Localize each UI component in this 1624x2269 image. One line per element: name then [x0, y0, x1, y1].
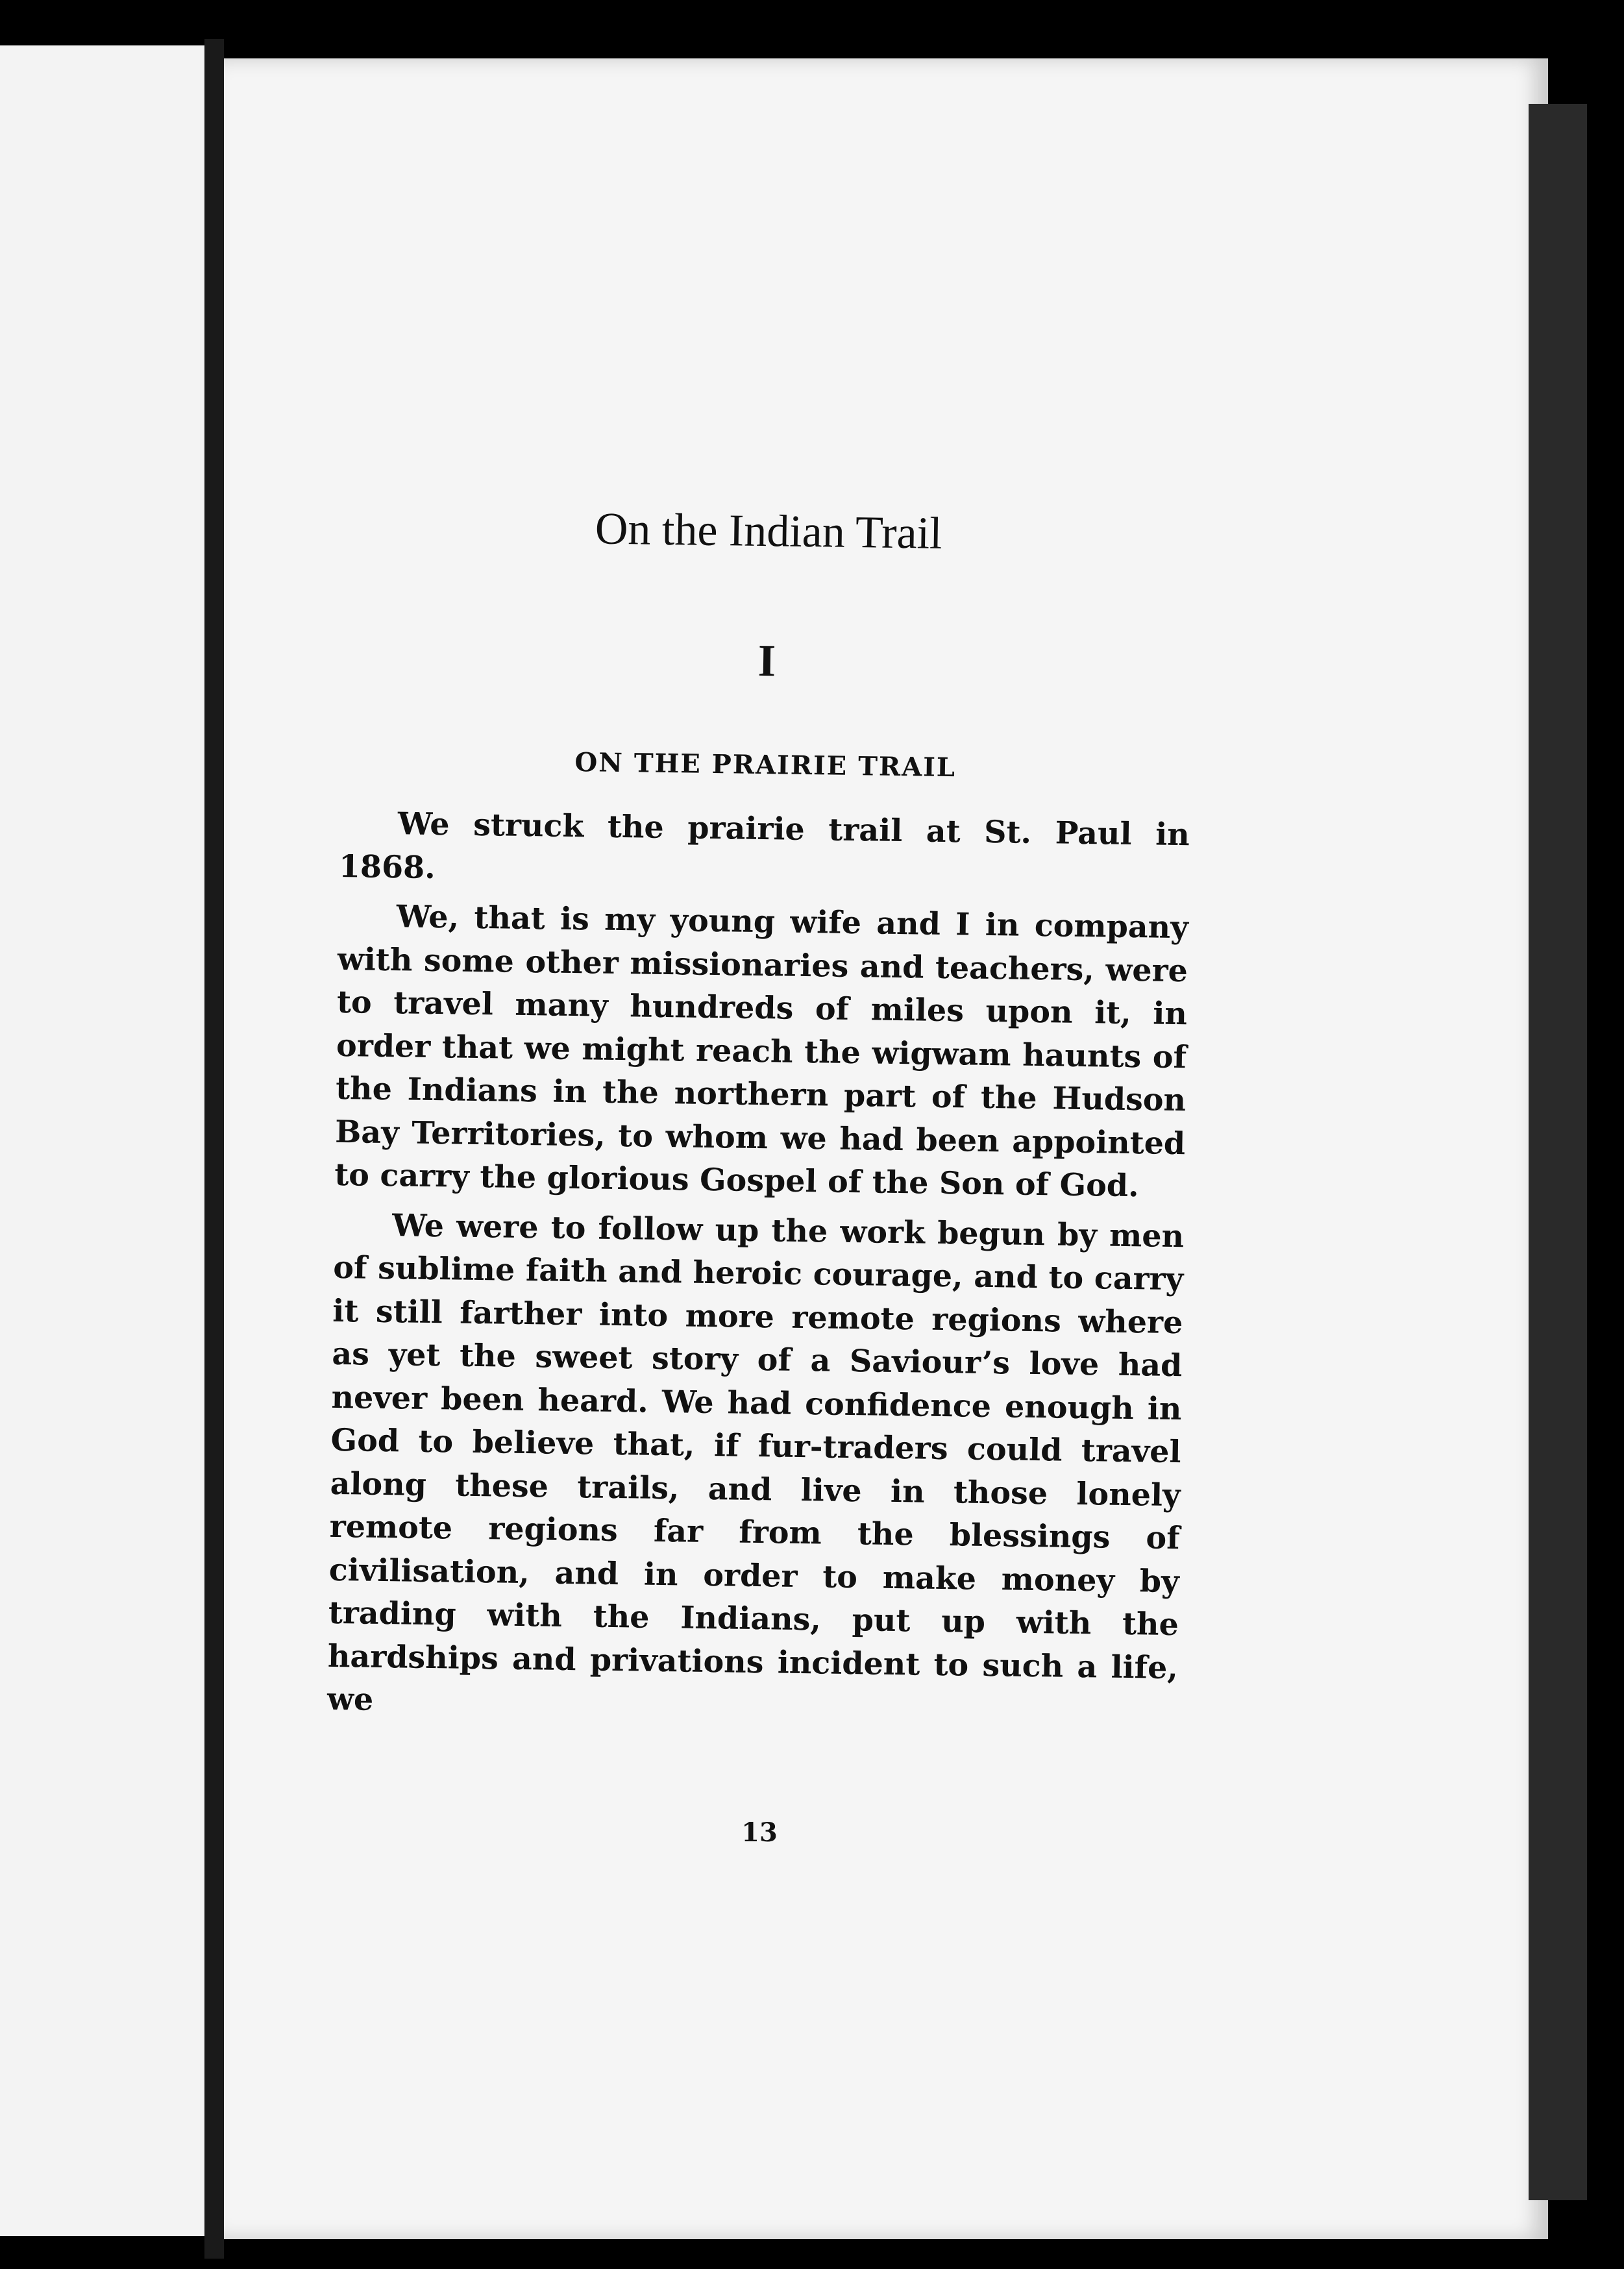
- book-title: On the Indian Trail: [595, 504, 943, 559]
- chapter-number: I: [757, 635, 776, 687]
- page-text-block: [327, 493, 1194, 1733]
- book-spine: [204, 39, 224, 2259]
- page-edge: [1529, 104, 1587, 2200]
- paragraph-2: We, that is my young wife and I in company with some other missionaries and teachers, were to travel many hundreds of miles upon it, in order that we might reach the wigwam haunts of the Indians in the northern part of the Hudson Bay Territories, to whom we had been appointed to carry the glorious Gospel of the Son of God.: [334, 898, 1189, 1205]
- chapter-title: ON THE PRAIRIE TRAIL: [574, 747, 957, 783]
- paragraph-1: We struck the prairie trail at St. Paul in 1868.: [338, 805, 1190, 886]
- facing-page: [0, 45, 204, 2236]
- page-number: 13: [741, 1817, 778, 1848]
- paragraph-3: We were to follow up the work begun by men of sublime faith and heroic courage, and to carry it still farther into more remote regions where as yet the sweet story of a Saviour’s love had never been heard. We had confidence enough in God to believe that, if fur-traders could travel along these trails, and live in those lonely remote regions far from the blessings of civilisation, and in order to make money by trading with the Indians, put up with the hardships and privations incident to such a life, we: [326, 1207, 1185, 1718]
